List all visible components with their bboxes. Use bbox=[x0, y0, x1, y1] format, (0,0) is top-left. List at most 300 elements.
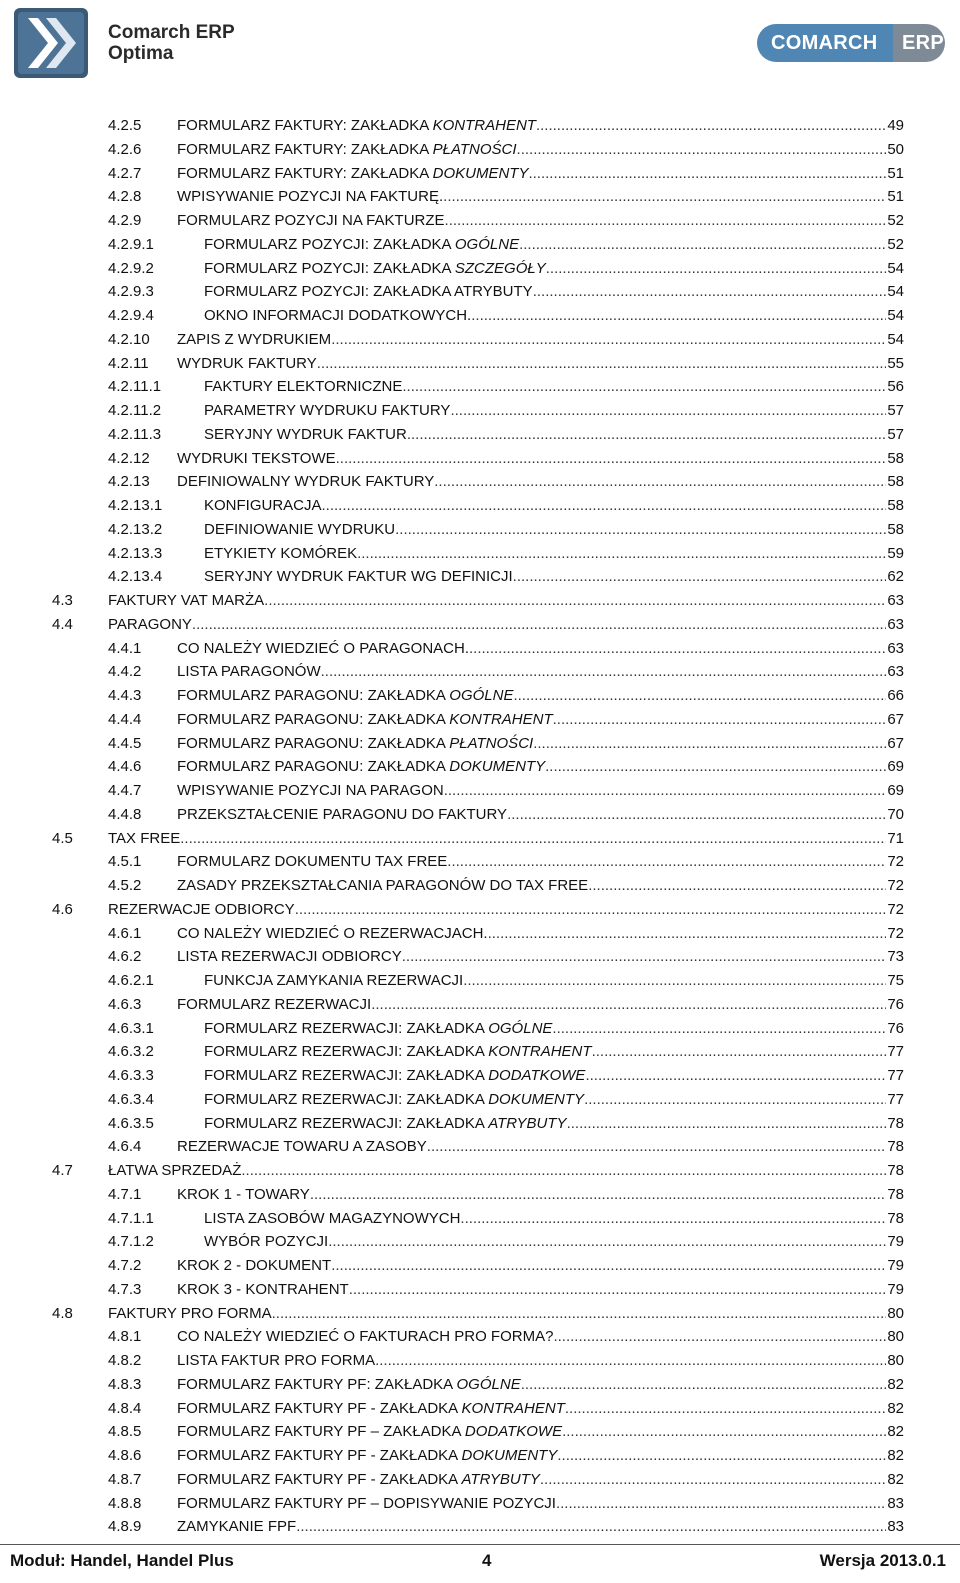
toc-entry[interactable] bbox=[0, 1444, 960, 1468]
toc-entry-title-text: FORMULARZ PARAGONU: ZAKŁADKA bbox=[177, 710, 450, 728]
toc-entry-title-text: FORMULARZ FAKTURY PF - ZAKŁADKA bbox=[177, 1470, 462, 1488]
toc-entry-page: 54 bbox=[887, 259, 904, 277]
toc-entry-title-text: PARAMETRY WYDRUKU FAKTURY bbox=[204, 402, 451, 419]
toc-entry[interactable] bbox=[0, 1492, 960, 1516]
toc-entry-number: 4.4.1 bbox=[108, 639, 142, 657]
toc-entry[interactable] bbox=[0, 114, 960, 138]
toc-dot-leader bbox=[546, 257, 887, 281]
toc-dot-leader bbox=[447, 850, 886, 874]
toc-entry[interactable] bbox=[0, 898, 960, 922]
toc-entry-page: 56 bbox=[887, 378, 904, 396]
toc-entry-title bbox=[204, 375, 402, 399]
toc-entry-title bbox=[204, 1088, 584, 1112]
toc-entry[interactable] bbox=[0, 1183, 960, 1207]
toc-entry-title-italic: DOKUMENTY bbox=[461, 1447, 558, 1464]
toc-entry[interactable] bbox=[0, 280, 960, 304]
toc-entry-number: 4.6.4 bbox=[108, 1138, 142, 1156]
toc-entry[interactable] bbox=[0, 233, 960, 257]
toc-entry-title bbox=[204, 1230, 328, 1254]
toc-entry-line bbox=[177, 1254, 904, 1278]
toc-entry-title-text: FORMULARZ FAKTURY PF: ZAKŁADKA bbox=[177, 1375, 457, 1393]
toc-entry-title-italic: KONTRAHENT bbox=[449, 710, 553, 728]
toc-entry-title bbox=[177, 1349, 375, 1373]
toc-entry-number: 4.3 bbox=[52, 592, 73, 609]
toc-entry[interactable] bbox=[0, 1302, 960, 1326]
toc-entry[interactable] bbox=[0, 1325, 960, 1349]
toc-entry[interactable] bbox=[0, 1088, 960, 1112]
toc-entry[interactable] bbox=[0, 185, 960, 209]
toc-entry-title-text: FORMULARZ FAKTURY PF - ZAKŁADKA bbox=[177, 1447, 462, 1464]
toc-entry-title-text: WYDRUKI TEKSTOWE bbox=[177, 449, 336, 467]
toc-entry-page: 78 bbox=[887, 1185, 904, 1203]
toc-entry-title bbox=[177, 922, 488, 946]
toc-entry-number: 4.2.8 bbox=[108, 188, 142, 206]
toc-entry-title bbox=[204, 1112, 567, 1136]
toc-entry-title bbox=[177, 447, 336, 471]
toc-entry-title bbox=[177, 1515, 296, 1539]
toc-entry-title bbox=[177, 470, 434, 494]
toc-entry[interactable] bbox=[0, 755, 960, 779]
toc-entry-page: 79 bbox=[887, 1280, 904, 1298]
toc-entry-title bbox=[204, 1017, 552, 1041]
toc-entry-page: 76 bbox=[887, 1019, 904, 1037]
toc-entry-page: 66 bbox=[887, 687, 904, 704]
toc-entry-title-text: KONFIGURACJA bbox=[204, 497, 322, 514]
toc-entry-title bbox=[177, 209, 445, 233]
toc-entry-title-text: FORMULARZ REZERWACJI: ZAKŁADKA bbox=[204, 1067, 489, 1084]
toc-dot-leader bbox=[556, 1492, 886, 1516]
toc-entry-title-text: CO NALEŻY WIEDZIEĆ O PARAGONACH. bbox=[177, 639, 469, 657]
toc-entry-title-text: KROK 2 - DOKUMENT bbox=[177, 1257, 332, 1274]
toc-entry[interactable] bbox=[0, 1468, 960, 1492]
toc-entry-title bbox=[204, 257, 546, 281]
toc-entry-number: 4.8.8 bbox=[108, 1494, 142, 1512]
toc-dot-leader bbox=[588, 874, 886, 898]
toc-dot-leader bbox=[463, 969, 886, 993]
brand-name bbox=[108, 22, 235, 64]
toc-entry-title bbox=[204, 1064, 585, 1088]
toc-entry[interactable] bbox=[0, 1397, 960, 1421]
toc-entry-page: 78 bbox=[887, 1138, 904, 1156]
toc-dot-leader bbox=[264, 589, 886, 613]
toc-dot-leader bbox=[321, 660, 887, 684]
toc-dot-leader bbox=[528, 162, 886, 186]
toc-entry-number: 4.7.3 bbox=[108, 1280, 142, 1298]
toc-entry[interactable] bbox=[0, 1515, 960, 1539]
toc-entry-title-text: FORMULARZ PARAGONU: ZAKŁADKA bbox=[177, 687, 450, 704]
toc-dot-leader bbox=[584, 1088, 886, 1112]
toc-entry-number: 4.2.6 bbox=[108, 140, 142, 158]
toc-dot-leader bbox=[402, 375, 886, 399]
toc-entry-line bbox=[204, 1207, 904, 1231]
toc-entry-line bbox=[177, 1420, 904, 1444]
toc-entry-title-text: FORMULARZ FAKTURY: ZAKŁADKA bbox=[177, 140, 433, 158]
toc-entry-title bbox=[204, 1207, 460, 1231]
toc-entry-number: 4.8.5 bbox=[108, 1423, 142, 1441]
toc-entry-line bbox=[177, 1468, 904, 1492]
toc-entry-number: 4.2.11.2 bbox=[108, 402, 162, 419]
toc-dot-leader bbox=[552, 1017, 886, 1041]
toc-entry-page: 57 bbox=[887, 402, 904, 419]
toc-dot-leader bbox=[545, 755, 886, 779]
toc-entry-number: 4.4 bbox=[52, 615, 73, 633]
toc-dot-leader bbox=[471, 304, 886, 328]
toc-dot-leader bbox=[310, 1183, 887, 1207]
toc-dot-leader bbox=[328, 1230, 886, 1254]
toc-entry[interactable] bbox=[0, 1207, 960, 1231]
toc-entry-line bbox=[108, 898, 904, 922]
toc-entry-title bbox=[108, 589, 264, 613]
toc-entry-title-text: SERYJNY WYDRUK FAKTUR WG DEFINICJI bbox=[204, 568, 513, 586]
toc-entry-title bbox=[177, 138, 517, 162]
toc-entry-title-text: FORMULARZ FAKTURY: ZAKŁADKA bbox=[177, 164, 433, 182]
toc-entry[interactable] bbox=[0, 1064, 960, 1088]
toc-dot-leader bbox=[507, 803, 886, 827]
toc-dot-leader bbox=[395, 518, 886, 542]
toc-entry-line bbox=[204, 969, 904, 993]
toc-dot-leader bbox=[517, 138, 887, 162]
toc-entry-number: 4.6.1 bbox=[108, 924, 142, 942]
toc-entry-line bbox=[177, 447, 904, 471]
toc-entry-number: 4.7 bbox=[52, 1162, 73, 1179]
toc-dot-leader bbox=[371, 993, 886, 1017]
toc-entry-line bbox=[108, 1302, 904, 1326]
toc-entry-title bbox=[177, 352, 317, 376]
toc-entry[interactable] bbox=[0, 423, 960, 447]
toc-entry-line bbox=[177, 660, 904, 684]
toc-entry[interactable] bbox=[0, 470, 960, 494]
toc-entry-line bbox=[177, 803, 904, 827]
toc-entry[interactable] bbox=[0, 209, 960, 233]
toc-entry-title-italic: DOKUMENTY bbox=[449, 758, 546, 776]
toc-entry[interactable] bbox=[0, 708, 960, 732]
toc-entry-page: 57 bbox=[887, 425, 904, 443]
toc-entry-number: 4.7.2 bbox=[108, 1257, 142, 1274]
toc-dot-leader bbox=[336, 447, 887, 471]
toc-dot-leader bbox=[553, 1325, 886, 1349]
toc-entry[interactable] bbox=[0, 1420, 960, 1444]
toc-entry-line bbox=[177, 1515, 904, 1539]
toc-entry-title-text: FORMULARZ FAKTURY PF - ZAKŁADKA bbox=[177, 1399, 462, 1417]
toc-entry-page: 82 bbox=[887, 1399, 904, 1417]
toc-entry-page: 79 bbox=[887, 1233, 904, 1251]
toc-entry-title-italic: KONTRAHENT bbox=[488, 1043, 592, 1061]
toc-entry-title bbox=[177, 1254, 331, 1278]
toc-entry-title-italic: OGÓLNE bbox=[456, 1375, 521, 1393]
toc-entry-title bbox=[177, 1444, 557, 1468]
toc-dot-leader bbox=[536, 114, 886, 138]
toc-entry-title bbox=[108, 613, 192, 637]
toc-entry-number: 4.8.6 bbox=[108, 1447, 142, 1464]
toc-entry-number: 4.7.1 bbox=[108, 1185, 142, 1203]
toc-entry-title-text: LISTA PARAGONÓW bbox=[177, 663, 321, 681]
toc-entry-title bbox=[177, 945, 402, 969]
toc-entry-title bbox=[204, 304, 471, 328]
toc-entry-number: 4.4.5 bbox=[108, 734, 142, 752]
toc-entry-page: 77 bbox=[887, 1090, 904, 1108]
toc-entry-title-text: REZERWACJE ODBIORCY bbox=[108, 900, 295, 918]
toc-entry[interactable] bbox=[0, 1135, 960, 1159]
toc-entry-line bbox=[204, 1112, 904, 1136]
toc-entry-title-italic: ATRYBUTY bbox=[488, 1114, 567, 1132]
toc-entry-title-italic: DODATKOWE bbox=[464, 1423, 563, 1441]
toc-entry[interactable] bbox=[0, 1278, 960, 1302]
toc-entry[interactable] bbox=[0, 1040, 960, 1064]
toc-entry-number: 4.2.13.4 bbox=[108, 568, 163, 586]
toc-entry-title-italic: DOKUMENTY bbox=[488, 1090, 585, 1108]
toc-entry-title-text: FORMULARZ REZERWACJI: ZAKŁADKA bbox=[204, 1043, 489, 1061]
toc-entry[interactable] bbox=[0, 494, 960, 518]
toc-entry[interactable] bbox=[0, 993, 960, 1017]
toc-entry[interactable] bbox=[0, 328, 960, 352]
toc-entry[interactable] bbox=[0, 518, 960, 542]
toc-entry-line bbox=[204, 542, 904, 566]
toc-entry-title bbox=[177, 185, 443, 209]
toc-entry-page: 51 bbox=[887, 188, 904, 206]
toc-entry-line bbox=[177, 114, 904, 138]
toc-entry-title-text: FORMULARZ FAKTURY PF – DOPISYWANIE POZYCJI bbox=[177, 1494, 556, 1512]
toc-entry-number: 4.4.7 bbox=[108, 782, 142, 799]
toc-dot-leader bbox=[513, 565, 887, 589]
toc-entry-line bbox=[177, 945, 904, 969]
toc-entry[interactable] bbox=[0, 637, 960, 661]
toc-entry-title bbox=[177, 328, 331, 352]
toc-entry[interactable] bbox=[0, 874, 960, 898]
toc-entry[interactable] bbox=[0, 684, 960, 708]
toc-entry-page: 80 bbox=[887, 1352, 904, 1369]
toc-entry[interactable] bbox=[0, 375, 960, 399]
toc-entry-title bbox=[177, 874, 588, 898]
toc-entry-title-text: FORMULARZ PARAGONU: ZAKŁADKA bbox=[177, 758, 450, 776]
toc-entry-number: 4.2.13.2 bbox=[108, 520, 163, 538]
toc-entry-title-text: DEFINIOWALNY WYDRUK FAKTURY bbox=[177, 473, 435, 491]
toc-entry-title bbox=[177, 803, 507, 827]
toc-entry-title bbox=[177, 708, 553, 732]
toc-entry[interactable] bbox=[0, 1254, 960, 1278]
toc-entry-title bbox=[177, 779, 444, 803]
toc-entry-page: 75 bbox=[887, 972, 904, 989]
toc-entry-title bbox=[204, 280, 533, 304]
toc-entry-page: 79 bbox=[887, 1257, 904, 1274]
toc-entry[interactable] bbox=[0, 850, 960, 874]
toc-entry-title-text: FORMULARZ DOKUMENTU TAX FREE bbox=[177, 853, 448, 871]
toc-entry-line bbox=[177, 708, 904, 732]
toc-entry-page: 52 bbox=[887, 212, 904, 229]
toc-entry-title-text: ZASADY PRZEKSZTAŁCANIA PARAGONÓW DO TAX FREE bbox=[177, 877, 589, 894]
toc-entry[interactable] bbox=[0, 1349, 960, 1373]
toc-entry[interactable] bbox=[0, 589, 960, 613]
toc-dot-leader bbox=[272, 1302, 887, 1326]
toc-entry-number: 4.8.3 bbox=[108, 1375, 142, 1393]
toc-dot-leader bbox=[553, 708, 887, 732]
toc-entry-line bbox=[177, 850, 904, 874]
toc-entry-title bbox=[177, 732, 533, 756]
toc-entry-number: 4.4.6 bbox=[108, 758, 142, 776]
toc-entry-title-text: ETYKIETY KOMÓREK bbox=[204, 544, 358, 562]
toc-entry-number: 4.2.7 bbox=[108, 164, 142, 182]
toc-entry-line bbox=[177, 779, 904, 803]
toc-entry-line bbox=[177, 684, 904, 708]
toc-entry-title-text: WPISYWANIE POZYCJI NA FAKTURĘ. bbox=[177, 188, 444, 206]
toc-entry[interactable] bbox=[0, 542, 960, 566]
toc-entry-title bbox=[177, 1420, 562, 1444]
toc-entry-page: 72 bbox=[887, 853, 904, 871]
toc-entry-number: 4.8.9 bbox=[108, 1518, 142, 1536]
toc-entry-page: 67 bbox=[887, 734, 904, 752]
toc-entry-page: 51 bbox=[887, 164, 904, 182]
toc-entry[interactable] bbox=[0, 257, 960, 281]
toc-entry[interactable] bbox=[0, 304, 960, 328]
toc-entry-title-text: FORMULARZ FAKTURY PF – ZAKŁADKA bbox=[177, 1423, 465, 1441]
toc-entry-line bbox=[108, 613, 904, 637]
toc-entry-page: 77 bbox=[887, 1043, 904, 1061]
toc-entry-title-text: WYDRUK FAKTURY bbox=[177, 354, 317, 372]
toc-entry-number: 4.2.11.1 bbox=[108, 378, 162, 396]
toc-entry-number: 4.2.12 bbox=[108, 449, 150, 467]
toc-entry-title bbox=[177, 1183, 310, 1207]
toc-entry-title-text: FORMULARZ PARAGONU: ZAKŁADKA bbox=[177, 734, 450, 752]
toc-entry-line bbox=[108, 589, 904, 613]
toc-entry[interactable] bbox=[0, 1373, 960, 1397]
toc-entry[interactable] bbox=[0, 1017, 960, 1041]
page-header bbox=[0, 0, 960, 95]
toc-entry[interactable] bbox=[0, 922, 960, 946]
toc-entry-line bbox=[108, 827, 904, 851]
toc-entry-page: 78 bbox=[887, 1209, 904, 1227]
toc-dot-leader bbox=[585, 1064, 886, 1088]
toc-dot-leader bbox=[434, 470, 886, 494]
toc-entry-number: 4.5 bbox=[52, 829, 73, 847]
toc-entry-title-text: FAKTURY PRO FORMA bbox=[108, 1304, 272, 1322]
toc-entry-page: 69 bbox=[887, 782, 904, 799]
toc-dot-leader bbox=[407, 423, 886, 447]
toc-entry-title-italic: DODATKOWE bbox=[488, 1067, 586, 1084]
toc-entry-page: 82 bbox=[887, 1375, 904, 1393]
toc-entry-page: 70 bbox=[887, 805, 904, 823]
toc-dot-leader bbox=[513, 684, 886, 708]
toc-entry[interactable] bbox=[0, 399, 960, 423]
toc-entry-line bbox=[177, 1278, 904, 1302]
toc-entry-page: 52 bbox=[887, 235, 904, 253]
toc-entry-number: 4.7.1.1 bbox=[108, 1209, 154, 1227]
toc-entry[interactable] bbox=[0, 138, 960, 162]
toc-entry-page: 82 bbox=[887, 1447, 904, 1464]
toc-entry-page: 55 bbox=[887, 354, 904, 372]
toc-entry-title-text: FORMULARZ POZYCJI: ZAKŁADKA bbox=[204, 259, 455, 277]
toc-dot-leader bbox=[349, 1278, 887, 1302]
toc-entry-line bbox=[204, 1088, 904, 1112]
toc-dot-leader bbox=[533, 280, 887, 304]
toc-entry-title bbox=[204, 969, 463, 993]
toc-entry-line bbox=[204, 423, 904, 447]
toc-entry-title-text: WPISYWANIE POZYCJI NA PARAGON bbox=[177, 782, 444, 799]
toc-entry-line bbox=[108, 1159, 904, 1183]
toc-dot-leader bbox=[375, 1349, 886, 1373]
toc-dot-leader bbox=[521, 1373, 887, 1397]
toc-entry-title bbox=[204, 423, 407, 447]
toc-entry-page: 62 bbox=[887, 568, 904, 586]
toc-entry-number: 4.6.3.1 bbox=[108, 1019, 154, 1037]
toc-entry[interactable] bbox=[0, 565, 960, 589]
toc-dot-leader bbox=[450, 399, 886, 423]
toc-entry-number: 4.8.7 bbox=[108, 1470, 142, 1488]
toc-entry-title bbox=[204, 233, 519, 257]
toc-entry[interactable] bbox=[0, 732, 960, 756]
toc-entry-line bbox=[204, 280, 904, 304]
toc-entry-title-text: LISTA FAKTUR PRO FORMA bbox=[177, 1352, 376, 1369]
toc-entry[interactable] bbox=[0, 779, 960, 803]
toc-entry-title-text: ŁATWA SPRZEDAŻ bbox=[108, 1162, 242, 1179]
toc-entry-page: 59 bbox=[887, 544, 904, 562]
footer-page-number: 4 bbox=[482, 1551, 492, 1570]
toc-entry-title-text: PARAGONY bbox=[108, 615, 192, 633]
toc-entry-page: 50 bbox=[887, 140, 904, 158]
toc-entry[interactable] bbox=[0, 162, 960, 186]
toc-entry-title bbox=[204, 542, 357, 566]
toc-entry[interactable] bbox=[0, 945, 960, 969]
toc-entry[interactable] bbox=[0, 969, 960, 993]
toc-entry-title bbox=[108, 1159, 241, 1183]
toc-entry[interactable] bbox=[0, 613, 960, 637]
toc-entry-line bbox=[204, 565, 904, 589]
toc-entry[interactable] bbox=[0, 447, 960, 471]
toc-dot-leader bbox=[562, 1420, 886, 1444]
brand-line-1: Comarch ERP bbox=[108, 22, 235, 43]
toc-entry-title-text: TAX FREE bbox=[108, 829, 181, 847]
toc-entry-title bbox=[177, 637, 469, 661]
toc-entry-title bbox=[204, 518, 395, 542]
toc-entry[interactable] bbox=[0, 1159, 960, 1183]
toc-entry-title bbox=[177, 114, 536, 138]
toc-entry-title-text: WYBÓR POZYCJI bbox=[204, 1233, 329, 1251]
toc-entry-title bbox=[177, 1325, 553, 1349]
toc-entry-line bbox=[204, 1230, 904, 1254]
footer-version: Wersja 2013.0.1 bbox=[819, 1551, 946, 1570]
toc-entry-page: 54 bbox=[887, 330, 904, 348]
toc-entry[interactable] bbox=[0, 827, 960, 851]
toc-entry-title-text: FAKTURY ELEKTORNICZNE bbox=[204, 378, 403, 396]
toc-entry-number: 4.6.3 bbox=[108, 995, 142, 1013]
toc-entry-page: 58 bbox=[887, 449, 904, 467]
toc-entry[interactable] bbox=[0, 1230, 960, 1254]
toc-dot-leader bbox=[443, 185, 886, 209]
toc-entry-number: 4.5.1 bbox=[108, 853, 142, 871]
toc-entry-title-text: CO NALEŻY WIEDZIEĆ O REZERWACJACH. bbox=[177, 924, 488, 942]
toc-dot-leader bbox=[540, 1468, 886, 1492]
toc-entry-title-text: FORMULARZ POZYCJI: ZAKŁADKA bbox=[204, 235, 455, 253]
toc-entry-page: 63 bbox=[887, 663, 904, 681]
toc-entry-page: 58 bbox=[887, 497, 904, 514]
toc-entry-title bbox=[177, 1135, 427, 1159]
toc-entry-page: 69 bbox=[887, 758, 904, 776]
toc-entry-title-italic: DOKUMENTY bbox=[432, 164, 529, 182]
toc-entry[interactable] bbox=[0, 352, 960, 376]
toc-entry-title bbox=[204, 565, 513, 589]
page-footer bbox=[0, 1544, 960, 1583]
toc-entry-title-italic: KONTRAHENT bbox=[432, 117, 536, 134]
toc-entry-number: 4.2.13.3 bbox=[108, 544, 163, 562]
toc-entry-title-text: FORMULARZ POZYCJI: ZAKŁADKA ATRYBUTY bbox=[204, 283, 533, 301]
toc-dot-leader bbox=[331, 328, 886, 352]
toc-entry-line bbox=[177, 352, 904, 376]
toc-entry[interactable] bbox=[0, 803, 960, 827]
toc-entry-number: 4.6.2.1 bbox=[108, 972, 154, 989]
toc-entry[interactable] bbox=[0, 660, 960, 684]
toc-dot-leader bbox=[427, 1135, 887, 1159]
toc-dot-leader bbox=[460, 1207, 886, 1231]
toc-entry[interactable] bbox=[0, 1112, 960, 1136]
toc-entry-title bbox=[108, 1302, 272, 1326]
